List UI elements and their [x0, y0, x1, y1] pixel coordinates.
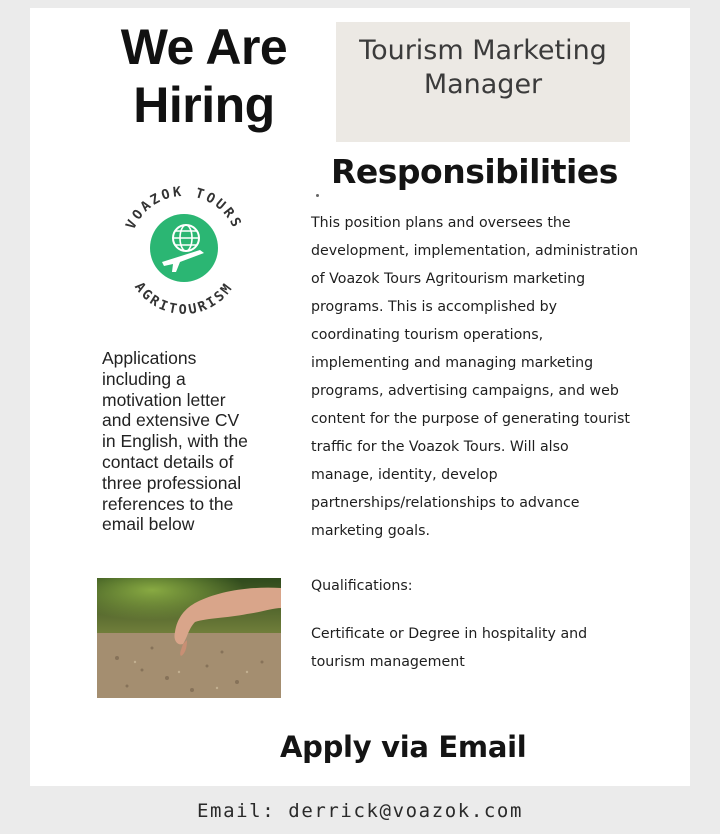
applications-line: and extensive CV	[102, 410, 240, 431]
applications-line: three professional	[102, 472, 242, 493]
resp-line: coordinating tourism operations,	[311, 327, 544, 343]
resp-line: This position plans and oversees the	[311, 215, 571, 231]
resp-line: partnerships/relationships to advance	[311, 495, 580, 511]
qualifications-heading: Qualifications:	[311, 578, 413, 594]
applications-line: contact details of	[102, 451, 234, 472]
applications-line: in English, with the	[102, 431, 248, 452]
apply-via-email-heading: Apply via Email	[280, 730, 527, 764]
headline-line-1: We Are	[120, 19, 288, 75]
role-title: Tourism Marketing Manager	[359, 35, 607, 100]
resp-line: programs, advertising campaigns, and web	[311, 383, 619, 399]
resp-line: programs. This is accomplished by	[311, 299, 558, 315]
logo-top-text: VOAZOK TOURS	[122, 183, 246, 232]
resp-line: content for the purpose of generating tourist	[311, 411, 630, 427]
applications-line: motivation letter	[102, 389, 226, 410]
bullet-dot	[316, 194, 319, 197]
qualification-line: Certificate or Degree in hospitality and	[311, 626, 588, 642]
footer-email	[0, 800, 720, 822]
role-title-box	[336, 22, 630, 142]
svg-text:AGRITOURISM	[131, 279, 237, 318]
applications-line: including a	[102, 368, 186, 389]
qualifications-text	[311, 620, 631, 676]
resp-line: implementing and managing marketing	[311, 355, 594, 371]
applications-line: Applications	[102, 348, 197, 368]
applications-text	[102, 348, 282, 535]
planting-seeds-photo	[97, 578, 281, 698]
responsibilities-text	[311, 209, 661, 545]
email-label: Email:	[197, 800, 289, 822]
resp-line: of Voazok Tours Agritourism marketing	[311, 271, 586, 287]
qualification-line: tourism management	[311, 654, 465, 670]
logo-bottom-text: AGRITOURISM	[131, 279, 237, 318]
headline	[84, 18, 324, 134]
globe-airplane-icon	[150, 214, 218, 282]
applications-line: email below	[102, 514, 195, 535]
resp-line: marketing goals.	[311, 523, 431, 539]
resp-line: traffic for the Voazok Tours. Will also	[311, 439, 569, 455]
headline-line-2: Hiring	[133, 77, 275, 133]
email-address[interactable]: derrick@voazok.com	[288, 800, 523, 822]
voazok-tours-logo	[110, 176, 258, 324]
applications-line: references to the	[102, 493, 234, 514]
resp-line: development, implementation, administration	[311, 243, 639, 259]
responsibilities-heading: Responsibilities	[331, 152, 618, 191]
resp-line: manage, identity, develop	[311, 467, 498, 483]
